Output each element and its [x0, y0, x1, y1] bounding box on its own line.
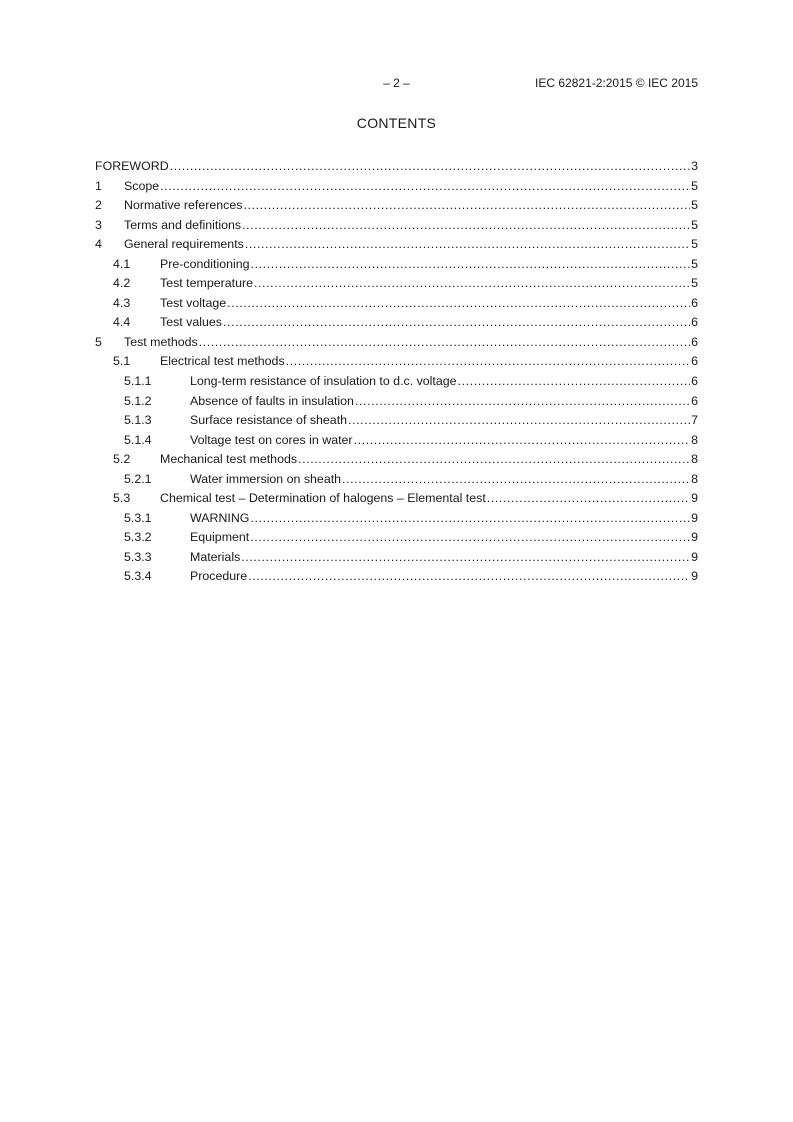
- toc-entry-title[interactable]: General requirements: [124, 237, 244, 252]
- toc-entry-page: 8: [691, 452, 698, 467]
- toc-entry[interactable]: [95, 412, 698, 432]
- toc-entry-line: [160, 353, 698, 369]
- toc-dot-leader: [160, 178, 690, 194]
- toc-entry-page: 6: [691, 374, 698, 389]
- toc-entry[interactable]: [95, 568, 698, 588]
- toc-entry-number: 5.3.4: [124, 569, 152, 584]
- toc-entry[interactable]: [95, 197, 698, 217]
- toc-entry-line: [190, 529, 698, 545]
- toc-entry-page: 9: [691, 491, 698, 506]
- toc-entry-page: 5: [691, 256, 698, 271]
- toc-entry-title[interactable]: Equipment: [190, 530, 250, 545]
- toc-entry-line: [160, 314, 698, 330]
- toc-entry-title[interactable]: Test temperature: [160, 276, 253, 291]
- contents-title: CONTENTS: [356, 115, 437, 131]
- document-reference: IEC 62821-2:2015 © IEC 2015: [535, 76, 698, 90]
- toc-entry[interactable]: [95, 432, 698, 452]
- toc-dot-leader: [250, 510, 690, 526]
- toc-entry-line: [124, 334, 698, 350]
- toc-dot-leader: [223, 314, 690, 330]
- toc-entry[interactable]: [95, 373, 698, 393]
- toc-entry-page: 9: [691, 569, 698, 584]
- toc-entry[interactable]: [95, 295, 698, 315]
- toc-entry[interactable]: [95, 471, 698, 491]
- toc-entry-number: 4.3: [113, 295, 131, 310]
- toc-entry-page: 5: [691, 217, 698, 232]
- toc-entry-title[interactable]: Test methods: [124, 334, 198, 349]
- toc-dot-leader: [354, 432, 691, 448]
- toc-entry-page: 8: [691, 432, 698, 447]
- toc-dot-leader: [199, 334, 690, 350]
- toc-entry-line: [124, 197, 698, 213]
- toc-entry-number: 5.2.1: [124, 471, 152, 486]
- toc-dot-leader: [487, 490, 690, 506]
- toc-entry-number: 5.1.1: [124, 374, 152, 389]
- toc-dot-leader: [254, 275, 690, 291]
- toc-dot-leader: [348, 412, 690, 428]
- toc-dot-leader: [342, 471, 690, 487]
- toc-entry[interactable]: [95, 314, 698, 334]
- toc-dot-leader: [250, 529, 690, 545]
- toc-entry-line: [190, 412, 698, 428]
- toc-dot-leader: [227, 295, 690, 311]
- toc-entry[interactable]: [95, 334, 698, 354]
- toc-entry-number: 4: [95, 237, 102, 252]
- toc-entry-page: 5: [691, 276, 698, 291]
- page-number: – 2 –: [383, 76, 410, 90]
- toc-entry-page: 5: [691, 198, 698, 213]
- toc-entry-number: 5.3: [113, 491, 131, 506]
- toc-entry-number: 3: [95, 217, 102, 232]
- toc-entry[interactable]: [95, 510, 698, 530]
- toc-dot-leader: [286, 353, 690, 369]
- toc-dot-leader: [245, 236, 690, 252]
- toc-entry-title[interactable]: Materials: [190, 549, 241, 564]
- toc-entry-title[interactable]: Voltage test on cores in water: [190, 432, 353, 447]
- toc-entry-page: 6: [691, 295, 698, 310]
- toc-entry-line: [160, 490, 698, 506]
- toc-entry-line: [190, 568, 698, 584]
- toc-dot-leader: [355, 393, 690, 409]
- toc-entry-title[interactable]: Long-term resistance of insulation to d.c. voltage: [190, 374, 457, 389]
- toc-entry-line: [95, 158, 698, 174]
- toc-entry-number: 2: [95, 198, 102, 213]
- toc-entry-title[interactable]: Water immersion on sheath: [190, 471, 342, 486]
- toc-entry-number: 5.3.3: [124, 549, 152, 564]
- toc-entry[interactable]: [95, 236, 698, 256]
- toc-dot-leader: [242, 217, 690, 233]
- toc-entry-line: [190, 393, 698, 409]
- toc-entry-title[interactable]: Test voltage: [160, 295, 227, 310]
- toc-entry-title[interactable]: Chemical test – Determination of halogens – Elemental test: [160, 491, 486, 506]
- toc-entry-page: 6: [691, 354, 698, 369]
- toc-entry-page: 9: [691, 549, 698, 564]
- toc-entry-line: [160, 275, 698, 291]
- toc-entry-page: 6: [691, 334, 698, 349]
- toc-entry-page: 3: [691, 159, 698, 173]
- toc-entry-page: 6: [691, 315, 698, 330]
- toc-entry[interactable]: [95, 217, 698, 237]
- toc-entry[interactable]: [95, 549, 698, 569]
- toc-entry-line: [190, 432, 698, 448]
- toc-entry-line: [190, 373, 698, 389]
- toc-entry-line: [160, 451, 698, 467]
- toc-entry-page: 9: [691, 530, 698, 545]
- toc-dot-leader: [251, 256, 691, 272]
- toc-dot-leader: [170, 158, 690, 174]
- toc-entry-number: 1: [95, 178, 102, 193]
- toc-entry-line: [160, 295, 698, 311]
- toc-entry-number: 5.1.3: [124, 413, 152, 428]
- toc-dot-leader: [243, 197, 690, 213]
- toc-entry-page: 7: [691, 413, 698, 428]
- toc-entry-number: 5.1.4: [124, 432, 152, 447]
- toc-entry-line: [190, 471, 698, 487]
- toc-entry-number: 5.3.1: [124, 510, 152, 525]
- toc-entry-title[interactable]: Normative references: [124, 198, 243, 213]
- toc-entry-title[interactable]: Procedure: [190, 569, 248, 584]
- toc-entry[interactable]: [95, 256, 698, 276]
- toc-entry-title[interactable]: Absence of faults in insulation: [190, 393, 354, 408]
- toc-entry[interactable]: [95, 393, 698, 413]
- toc-dot-leader: [248, 568, 690, 584]
- toc-entry-line: [124, 178, 698, 194]
- toc-entry-title[interactable]: Terms and definitions: [124, 217, 242, 232]
- toc-entry[interactable]: [95, 178, 698, 198]
- toc-entry-title[interactable]: Scope: [124, 178, 160, 193]
- toc-entry[interactable]: [95, 490, 698, 510]
- page-header: [95, 76, 698, 92]
- toc-entry-page: 9: [691, 510, 698, 525]
- toc-entry-line: [124, 236, 698, 252]
- toc-dot-leader: [241, 549, 690, 565]
- toc-entry-title[interactable]: FOREWORD: [95, 159, 169, 173]
- table-of-contents: [95, 158, 698, 588]
- toc-entry[interactable]: [95, 275, 698, 295]
- toc-entry-page: 5: [691, 178, 698, 193]
- toc-entry-number: 5.1: [113, 354, 131, 369]
- toc-entry-number: 4.4: [113, 315, 131, 330]
- toc-entry-page: 8: [691, 471, 698, 486]
- toc-entry-number: 5.3.2: [124, 530, 152, 545]
- toc-entry-line: [190, 510, 698, 526]
- toc-entry-page: 6: [691, 393, 698, 408]
- toc-entry-line: [160, 256, 698, 272]
- toc-entry-number: 4.2: [113, 276, 131, 291]
- toc-entry-number: 4.1: [113, 256, 131, 271]
- toc-dot-leader: [298, 451, 690, 467]
- toc-entry[interactable]: [95, 158, 698, 178]
- toc-entry-number: 5.2: [113, 452, 131, 467]
- toc-entry-title[interactable]: Test values: [160, 315, 222, 330]
- toc-entry-title[interactable]: Mechanical test methods: [160, 452, 298, 467]
- toc-entry-title[interactable]: Electrical test methods: [160, 354, 285, 369]
- toc-entry-title[interactable]: Surface resistance of sheath: [190, 413, 348, 428]
- toc-entry-title[interactable]: WARNING: [190, 510, 250, 525]
- toc-entry-page: 5: [691, 237, 698, 252]
- toc-entry[interactable]: [95, 451, 698, 471]
- toc-entry[interactable]: [95, 353, 698, 373]
- toc-entry-title[interactable]: Pre-conditioning: [160, 256, 250, 271]
- toc-entry-line: [124, 217, 698, 233]
- toc-entry-number: 5: [95, 334, 102, 349]
- toc-entry[interactable]: [95, 529, 698, 549]
- toc-dot-leader: [458, 373, 691, 389]
- toc-entry-number: 5.1.2: [124, 393, 152, 408]
- toc-entry-line: [190, 549, 698, 565]
